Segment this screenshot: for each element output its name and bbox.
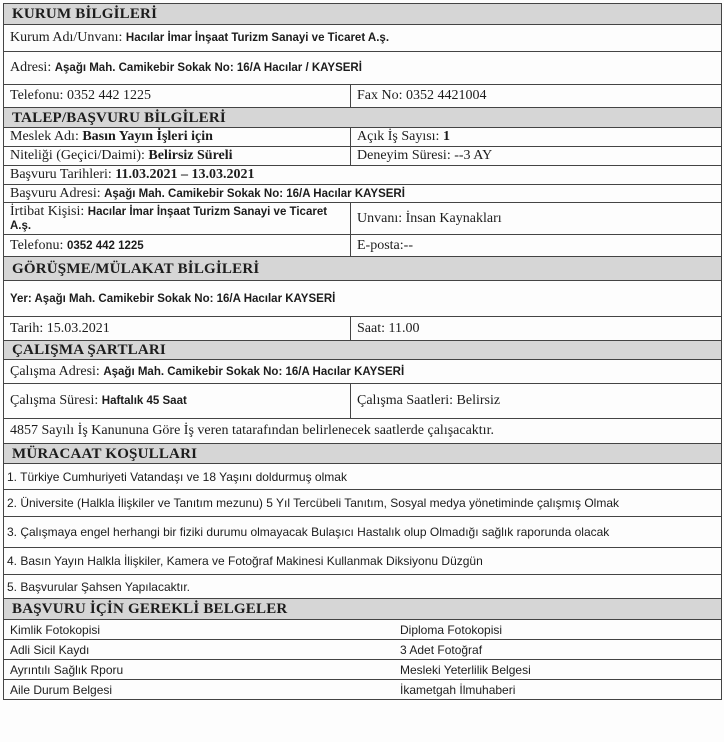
gorusme-tarih-row	[3, 317, 722, 341]
kurum-ad-label: Kurum Adı/Unvanı:	[10, 30, 123, 45]
belge-row	[3, 640, 722, 660]
section-header-gorusme	[3, 257, 722, 281]
section-header-talep	[3, 108, 722, 128]
meslek-label: Meslek Adı:	[10, 129, 79, 144]
kurum-adres-row	[3, 52, 722, 85]
muracaat-item	[3, 464, 722, 490]
belge-row	[3, 620, 722, 640]
section-header-muracaat	[3, 444, 722, 464]
irtibat-value: Hacılar İmar İnşaat Turizm Sanayi ve Ticaret A.ş.	[10, 206, 328, 232]
calisma-not-row	[3, 419, 722, 444]
muracaat-item	[3, 517, 722, 548]
section-header-belgeler	[3, 599, 722, 620]
talep-telefon-label: Telefonu:	[10, 237, 64, 253]
nitelik-label: Niteliği (Geçici/Daimi):	[10, 148, 145, 163]
calisma-adres-value: Aşağı Mah. Camikebir Sokak No: 16/A Hacılar KAYSERİ	[103, 365, 405, 378]
belge-right: 3 Adet Fotoğraf	[400, 642, 483, 657]
belge-row	[3, 660, 722, 680]
belge-right: Diploma Fotokopisi	[400, 622, 503, 637]
belge-left: Kimlik Fotokopisi	[10, 622, 101, 637]
section-title: ÇALIŞMA ŞARTLARI	[12, 342, 166, 358]
section-title: BAŞVURU İÇİN GEREKLİ BELGELER	[12, 601, 288, 617]
muracaat-item-text: 3. Çalışmaya engel herhangi bir fiziki durumu olmayacak Bulaşıcı Hastalık olup Olmadığı sağlık raporunda olacak	[7, 525, 610, 539]
section-header-kurum	[3, 3, 722, 25]
nitelik-value: Belirsiz Süreli	[148, 148, 233, 163]
muracaat-item-text: 5. Başvurular Şahsen Yapılacaktır.	[7, 579, 190, 594]
gorusme-tarih: Tarih: 15.03.2021	[10, 320, 110, 336]
irtibat-label: İrtibat Kişisi:	[10, 204, 85, 219]
job-posting-form	[3, 3, 722, 700]
belge-right: İkametgah İlmuhaberi	[400, 682, 516, 697]
muracaat-item	[3, 575, 722, 599]
talep-telefon-value: 0352 442 1225	[66, 239, 144, 252]
basvuru-adres-label: Başvuru Adresi:	[10, 185, 101, 201]
talep-telefon-row	[3, 235, 722, 257]
kurum-ad-row	[3, 25, 722, 52]
calisma-saatleri: Çalışma Saatleri: Belirsiz	[357, 393, 501, 408]
talep-meslek-row	[3, 128, 722, 147]
muracaat-item-text: 2. Üniversite (Halkla İlişkiler ve Tanıtım mezunu) 5 Yıl Tercübeli Tanıtım, Sosyal medya yönetiminde çalışmış Olmak	[7, 496, 620, 510]
muracaat-item	[3, 548, 722, 575]
kurum-telefon-row	[3, 85, 722, 108]
kurum-telefon: Telefonu: 0352 442 1225	[10, 88, 151, 103]
calisma-adres-label: Çalışma Adresi:	[10, 363, 100, 379]
section-title: KURUM BİLGİLERİ	[12, 6, 158, 22]
calisma-not: 4857 Sayılı İş Kanununa Göre İş veren tatarafından belirlenecek saatlerde çalışacaktır.	[10, 423, 494, 438]
belge-row	[3, 680, 722, 700]
muracaat-item-text: 4. Basın Yayın Halkla İlişkiler, Kamera ve Fotoğraf Makinesi Kullanmak Diksiyonu Düzgün	[7, 554, 483, 568]
calisma-adres-row	[3, 360, 722, 384]
belge-left: Aile Durum Belgesi	[10, 682, 113, 697]
gorusme-yer: Yer: Aşağı Mah. Camikebir Sokak No: 16/A Hacılar KAYSERİ	[10, 292, 336, 305]
section-title: MÜRACAAT KOŞULLARI	[12, 445, 198, 462]
calisma-sure-value: Haftalık 45 Saat	[101, 395, 187, 407]
calisma-sure-row	[3, 384, 722, 419]
belge-right: Mesleki Yeterlilik Belgesi	[400, 662, 531, 677]
belge-left: Adli Sicil Kaydı	[10, 642, 90, 657]
talep-adres-row	[3, 185, 722, 203]
deneyim: Deneyim Süresi: --3 AY	[357, 148, 493, 163]
talep-tarih-row	[3, 166, 722, 185]
gorusme-saat: Saat: 11.00	[357, 320, 420, 336]
gorusme-yer-row	[3, 281, 722, 317]
acik-is-value: 1	[442, 129, 450, 144]
muracaat-item	[3, 490, 722, 517]
belge-left: Ayrıntılı Sağlık Rporu	[10, 662, 124, 677]
section-title: TALEP/BAŞVURU BİLGİLERİ	[12, 109, 226, 126]
kurum-fax: Fax No: 0352 4421004	[357, 88, 487, 103]
acik-is-label: Açık İş Sayısı:	[357, 129, 440, 144]
unvan: Unvanı: İnsan Kaynakları	[357, 210, 502, 226]
kurum-adres-value: Aşağı Mah. Camikebir Sokak No: 16/A Hacılar / KAYSERİ	[54, 62, 362, 74]
section-header-calisma	[3, 341, 722, 360]
kurum-adres-label: Adresi:	[10, 60, 52, 75]
basvuru-tarih-value: 11.03.2021 – 13.03.2021	[115, 167, 255, 182]
basvuru-adres-value: Aşağı Mah. Camikebir Sokak No: 16/A Hacılar KAYSERİ	[104, 187, 405, 200]
meslek-value: Basın Yayın İşleri için	[82, 129, 213, 144]
section-title: GÖRÜŞME/MÜLAKAT BİLGİLERİ	[12, 260, 260, 277]
talep-nitelik-row	[3, 147, 722, 166]
calisma-sure-label: Çalışma Süresi:	[10, 393, 99, 408]
eposta: E-posta:--	[357, 237, 413, 253]
muracaat-item-text: 1. Türkiye Cumhuriyeti Vatandaşı ve 18 Yaşını doldurmuş olmak	[7, 469, 347, 484]
talep-irtibat-row	[3, 203, 722, 235]
basvuru-tarih-label: Başvuru Tarihleri:	[10, 167, 112, 182]
kurum-ad-value: Hacılar İmar İnşaat Turizm Sanayi ve Ticaret A.ş.	[125, 32, 390, 44]
